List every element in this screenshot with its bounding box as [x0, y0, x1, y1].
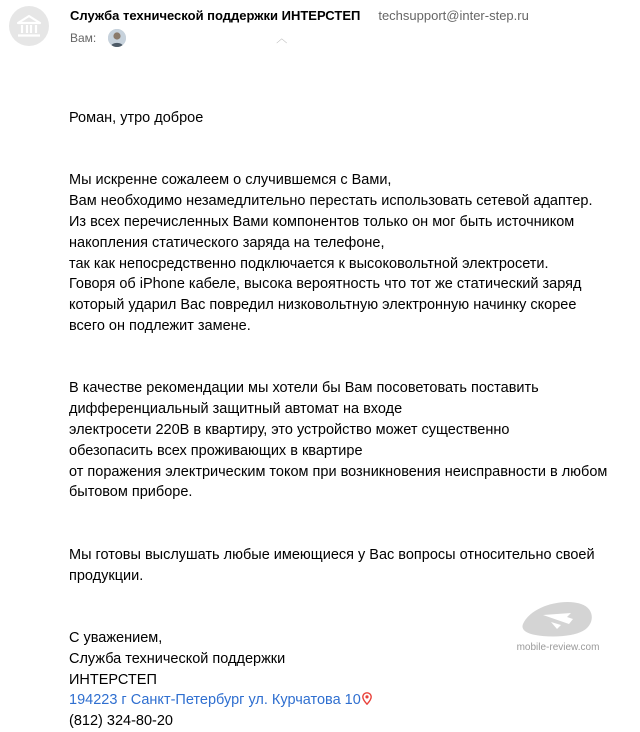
text-line: Мы готовы выслушать любые имеющиеся у Вас вопросы относительно своей [69, 546, 595, 563]
watermark [503, 600, 613, 662]
text-line: накопления статического заряда на телефоне, [69, 234, 385, 251]
paragraph-3 [69, 545, 629, 587]
watermark-text: mobile-review.com [516, 642, 600, 653]
to-label: Вам: [70, 31, 97, 45]
text-line: Говоря об iPhone кабеле, высока вероятность что тот же статический заряд [69, 276, 582, 293]
text-line: который ударил Вас повредил низковольтную электронную начинку скорее [69, 297, 577, 314]
recipients-row [70, 29, 630, 47]
sender-email[interactable]: techsupport@inter-step.ru [378, 8, 529, 23]
text-line: Мы искренне сожалеем о случившемся с Вами, [69, 172, 392, 189]
recipient-avatar[interactable] [108, 29, 126, 47]
user-icon [108, 29, 126, 47]
text-line: В качестве рекомендации мы хотели бы Вам посоветовать поставить [69, 380, 539, 397]
signature-phone: (812) 324-80-20 [69, 713, 173, 730]
expand-details-icon[interactable]: ︿ [276, 33, 288, 45]
text-line: дифференциальный защитный автомат на входе [69, 401, 403, 418]
address-link[interactable] [69, 690, 629, 711]
signature-department: Служба технической поддержки [69, 650, 286, 667]
paragraph-1 [69, 170, 629, 336]
mobile-review-logo-icon [521, 600, 595, 638]
map-pin-icon[interactable] [362, 692, 372, 705]
text-line: всего он подлежит замене. [69, 317, 251, 334]
text-line: электросети 220В в квартиру, это устройство может существенно [69, 421, 510, 438]
text-line: Из всех перечисленных Вами компонентов только он мог быть источником [69, 213, 575, 230]
text-line: от поражения электрическим током при возникновения неисправности в любом [69, 463, 608, 480]
text-line: бытовом приборе. [69, 484, 193, 501]
signature-company: ИНТЕРСТЕП [69, 671, 157, 688]
greeting: Роман, утро доброе [69, 110, 204, 126]
text-line: Вам необходимо незамедлительно перестать использовать сетевой адаптер. [69, 193, 593, 210]
building-icon [16, 14, 42, 38]
sender-avatar[interactable] [9, 6, 49, 46]
text-line: так как непосредственно подключается к высоковольтной электросети. [69, 255, 549, 272]
text-line: обезопасить всех проживающих в квартире [69, 442, 363, 459]
text-line: продукции. [69, 567, 144, 584]
paragraph-2 [69, 378, 629, 503]
sender-name[interactable]: Служба технической поддержки ИНТЕРСТЕП [70, 8, 361, 23]
message-header [70, 8, 630, 47]
address-text[interactable]: 194223 г Санкт-Петербург ул. Курчатова 10 [69, 692, 361, 709]
signature-closing: С уважением, [69, 629, 163, 646]
sender-row [70, 8, 630, 23]
